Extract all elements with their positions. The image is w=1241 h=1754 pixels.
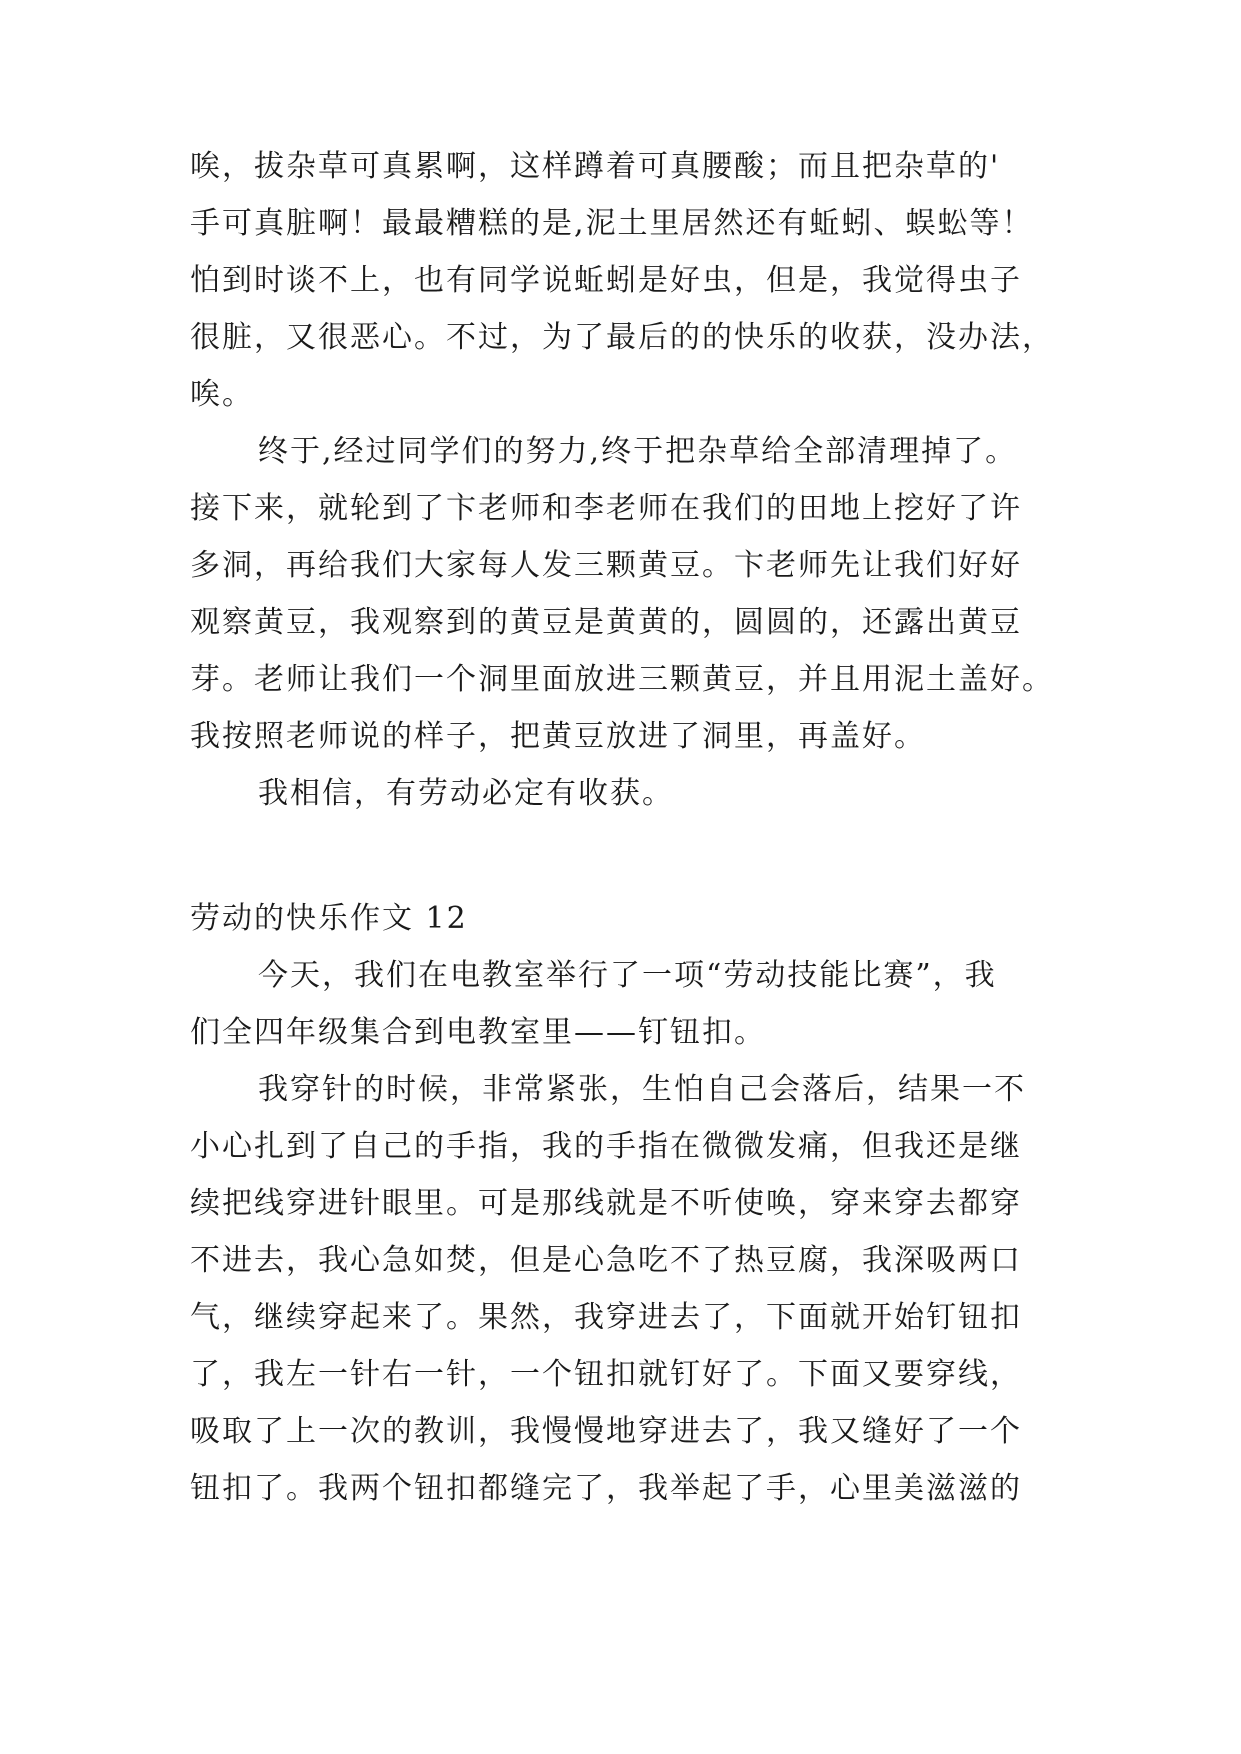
text-line: 多洞，再给我们大家每人发三颗黄豆。卞老师先让我们好好: [190, 548, 1022, 583]
text-line: 吸取了上一次的教训，我慢慢地穿进去了，我又缝好了一个: [190, 1414, 1022, 1449]
text-line: 唉。: [190, 377, 254, 412]
text-line: 唉，拔杂草可真累啊，这样蹲着可真腰酸；而且把杂草的': [190, 149, 1001, 184]
text-line: 芽。老师让我们一个洞里面放进三颗黄豆，并且用泥土盖好。: [190, 662, 1054, 697]
paragraph-start-line: 我穿针的时候，非常紧张，生怕自己会落后，结果一不: [258, 1072, 1026, 1107]
text-line: 续把线穿进针眼里。可是那线就是不听使唤，穿来穿去都穿: [190, 1186, 1022, 1221]
text-line: 小心扎到了自己的手指，我的手指在微微发痛，但我还是继: [190, 1129, 1022, 1164]
text-line: 观察黄豆，我观察到的黄豆是黄黄的，圆圆的，还露出黄豆: [190, 605, 1022, 640]
text-line: 钮扣了。我两个钮扣都缝完了，我举起了手，心里美滋滋的: [190, 1471, 1022, 1506]
text-line: 不进去，我心急如焚，但是心急吃不了热豆腐，我深吸两口: [190, 1243, 1022, 1278]
text-line: 很脏，又很恶心。不过，为了最后的的快乐的收获，没办法，: [190, 320, 1054, 355]
text-line: 我按照老师说的样子，把黄豆放进了洞里，再盖好。: [190, 719, 926, 754]
text-line: 气，继续穿起来了。果然，我穿进去了，下面就开始钉钮扣: [190, 1300, 1022, 1335]
text-line: 手可真脏啊！最最糟糕的是,泥土里居然还有蚯蚓、蜈蚣等！: [190, 206, 1034, 241]
text-line: 了，我左一针右一针，一个钮扣就钉好了。下面又要穿线，: [190, 1357, 1022, 1392]
text-line: 接下来，就轮到了卞老师和李老师在我们的田地上挖好了许: [190, 491, 1022, 526]
text-line: 怕到时谈不上，也有同学说蚯蚓是好虫，但是，我觉得虫子: [190, 263, 1022, 298]
paragraph-start-line: 今天，我们在电教室举行了一项“劳动技能比赛”，我: [258, 958, 997, 993]
paragraph-start-line: 终于,经过同学们的努力,终于把杂草给全部清理掉了。: [258, 434, 1018, 469]
text-line: 们全四年级集合到电教室里——钉钮扣。: [190, 1015, 766, 1050]
essay-title: 劳动的快乐作文 12: [190, 901, 468, 936]
paragraph-start-line: 我相信，有劳动必定有收获。: [258, 776, 674, 811]
